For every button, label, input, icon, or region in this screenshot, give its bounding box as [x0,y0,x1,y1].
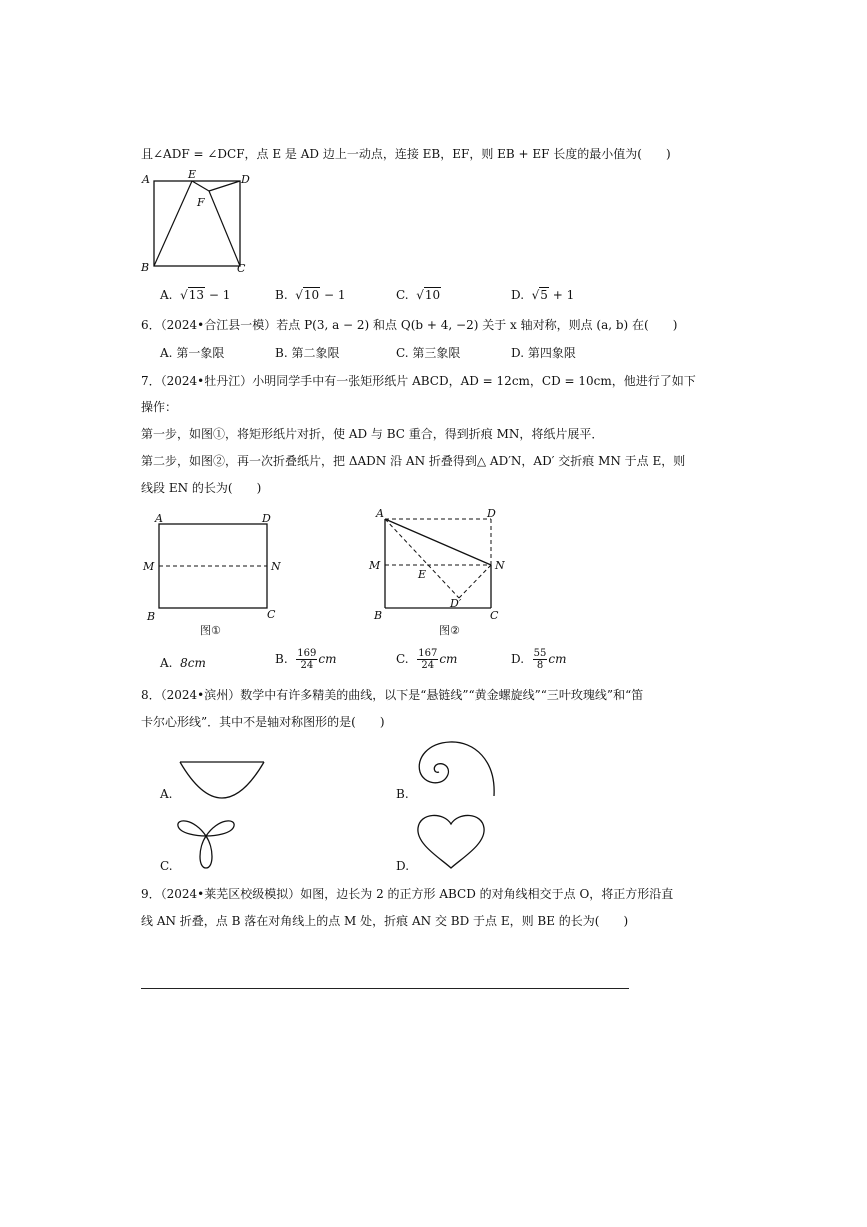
q7-option-d-fraction: $\frac{55}{8}$ [533,648,547,671]
q8-option-d[interactable]: D. [396,859,410,873]
q5-label-f: F [197,196,205,209]
q7-fig1-label-a: A [155,512,163,525]
q7-fig2-label-m: M [369,559,381,572]
q7-figure-2 [366,505,516,640]
q6-stem: 6．（2024•合江县一模）若点 P(3, a − 2) 和点 Q(b + 4, −2) 关于 x 轴对称，则点 (a, b) 在( ) [141,318,678,332]
q7-fig1-label-n: N [271,560,281,573]
q7-fig2-label-b: B [374,609,383,622]
q7-option-a[interactable]: A. 8cm [160,656,206,670]
q7-fig2-label-c: C [490,609,499,622]
q7-option-d[interactable]: D. $\frac{55}{8}$ cm [511,648,567,671]
q7-fig1-label-d: D [262,512,271,525]
q7-fig2-label-a: A [376,507,384,520]
q8-option-b[interactable]: B. [396,787,409,801]
q5-option-a[interactable]: A. √13 − 1 [160,288,231,302]
q7-fig2-label-d-prime: D′ [450,597,462,610]
q8-option-a[interactable]: A. [160,787,173,801]
q7-stem-line2: 操作： [141,400,178,414]
q7-fig1-label-m: M [143,560,155,573]
q7-fig1-label-b: B [147,610,156,623]
q7-step2-line1: 第二步，如图②，再一次折叠纸片，把 ΔADN 沿 AN 折叠得到△ AD′N，AD′ 交折痕 MN 于点 E，则 [141,454,686,468]
q7-option-b[interactable]: B. $\frac{169}{24}$ cm [275,648,337,671]
q7-fig2-label-n: N [495,559,505,572]
q5-figure-square [138,168,253,276]
q7-fig1-caption: 图① [200,624,221,637]
q5-label-e: E [188,168,197,181]
q7-fig2-caption: 图② [439,624,460,637]
q9-stem-line1: 9．（2024•莱芜区校级模拟）如图，边长为 2 的正方形 ABCD 的对角线相交于点 O，将正方形沿直 [141,887,674,901]
q9-stem-line2: 线 AN 折叠，点 B 落在对角线上的点 M 处，折痕 AN 交 BD 于点 E，则 BE 的长为( ) [141,914,629,928]
q7-option-b-fraction: $\frac{169}{24}$ [297,648,317,671]
q6-option-a[interactable]: A. 第一象限 [160,346,225,360]
q7-step1: 第一步，如图①，将矩形纸片对折，使 AD 与 BC 重合，得到折痕 MN，将纸片展平． [141,427,604,441]
q7-fig2-label-d: D [487,507,496,520]
q5-label-d: D [241,173,250,186]
q7-option-c-fraction: $\frac{167}{24}$ [418,648,438,671]
page-footer-rule [141,988,629,989]
q7-figure-1 [138,508,288,643]
q5-label-a: A [142,173,150,186]
q5-option-c[interactable]: C. √10 [396,288,441,302]
q5-option-d[interactable]: D. √5 + 1 [511,288,575,302]
q5-option-b[interactable]: B. √10 − 1 [275,288,346,302]
q7-option-c[interactable]: C. $\frac{167}{24}$ cm [396,648,458,671]
catenary-curve-icon [174,758,270,802]
q7-step2-line2: 线段 EN 的长为( ) [141,481,262,495]
q5-label-c: C [237,262,246,275]
q7-fig2-label-e: E [418,568,427,581]
q6-option-b[interactable]: B. 第二象限 [275,346,340,360]
q8-stem-line2: 卡尔心形线”．其中不是轴对称图形的是( ) [141,715,385,729]
q5-label-b: B [141,261,150,274]
q8-stem-line1: 8．（2024•滨州）数学中有许多精美的曲线，以下是“悬链线”“黄金螺旋线”“三叶玫瑰线”和“笛 [141,688,644,702]
q8-option-c[interactable]: C. [160,859,173,873]
q5-stem: 且∠ADF = ∠DCF，点 E 是 AD 边上一动点，连接 EB，EF，则 EB + EF 长度的最小值为( ) [141,147,671,161]
q6-option-d[interactable]: D. 第四象限 [511,346,576,360]
three-leaf-rose-icon [174,814,238,870]
cardioid-heart-icon [412,810,490,872]
golden-spiral-icon [412,738,502,800]
q7-stem-line1: 7．（2024•牡丹江）小明同学手中有一张矩形纸片 ABCD，AD = 12cm，CD = 10cm，他进行了如下 [141,374,696,388]
q6-option-c[interactable]: C. 第三象限 [396,346,461,360]
q7-fig1-label-c: C [267,608,276,621]
